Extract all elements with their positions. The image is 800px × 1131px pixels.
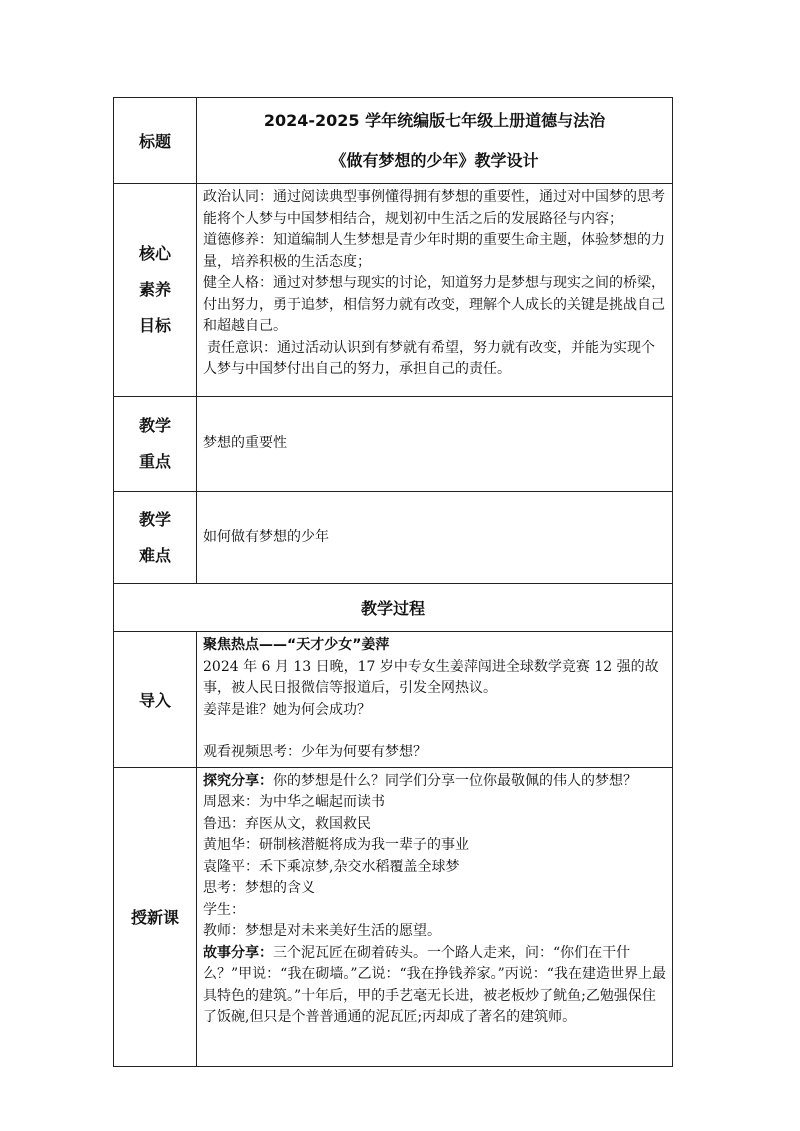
core-label-line: 目标 bbox=[138, 316, 171, 335]
explore-text: 你的梦想是什么？同学们分享一位你最敬佩的伟人的梦想？ bbox=[273, 772, 637, 789]
intro-label: 导入 bbox=[114, 632, 197, 768]
new-lesson-line: 学生： bbox=[203, 901, 245, 918]
new-lesson-line: 袁隆平：禾下乘凉梦,杂交水稻覆盖全球梦 bbox=[203, 858, 460, 875]
title-line-1: 2024-2025 学年统编版七年级上册道德与法治 bbox=[263, 110, 606, 130]
title-label: 标题 bbox=[114, 98, 197, 184]
title-line-2: 《做有梦想的少年》教学设计 bbox=[330, 150, 539, 170]
explore-share bbox=[203, 771, 666, 793]
core-literacy-label bbox=[114, 184, 197, 397]
intro-line: 姜萍是谁？她为何会成功？ bbox=[203, 701, 371, 718]
story-text: 三个泥瓦匠在砌着砖头。一个路人走来，问：“你们在干什么？”甲说：“我在砌墙。”乙说：“我在挣钱养家。”丙说：“我在建造世界上最具特色的建筑。”十年后，甲的手艺毫无长进，被老板炒了鱿鱼;乙勉强保住了饭碗,但只是个普普通通的泥瓦匠;丙却成了著名的建筑师。 bbox=[203, 944, 666, 1025]
core-label-line: 素养 bbox=[138, 280, 171, 299]
new-lesson-line: 鲁迅：弃医从文，救国救民 bbox=[203, 815, 371, 832]
story-share bbox=[203, 943, 666, 1029]
core-moral: 道德修养：知道编制人生梦想是青少年时期的重要生命主题，体验梦想的力量，培养积极的生活态度； bbox=[203, 232, 665, 270]
explore-heading: 探究分享： bbox=[203, 772, 273, 789]
intro-blank-line bbox=[203, 721, 666, 742]
core-responsibility: 责任意识：通过活动认识到有梦就有希望，努力就有改变，并能为实现个人梦与中国梦付出自己的努力，承担自己的责任。 bbox=[203, 339, 655, 377]
new-lesson-line: 思考：梦想的含义 bbox=[203, 880, 315, 896]
story-heading: 故事分享： bbox=[203, 944, 273, 961]
new-lesson-line: 周恩来：为中华之崛起而读书 bbox=[203, 794, 385, 810]
core-literacy-content bbox=[197, 184, 673, 397]
intro-content bbox=[197, 632, 673, 768]
key-point-content: 梦想的重要性 bbox=[197, 397, 673, 492]
new-lesson-content bbox=[197, 767, 673, 1066]
difficulty-label bbox=[114, 492, 197, 584]
document-title bbox=[197, 98, 673, 184]
key-point-label bbox=[114, 397, 197, 492]
intro-line: 观看视频思考：少年为何要有梦想？ bbox=[203, 744, 427, 760]
new-lesson-line: 黄旭华：研制核潜艇将成为我一辈子的事业 bbox=[203, 837, 469, 853]
new-lesson-label: 授新课 bbox=[114, 767, 197, 1066]
difficulty-content: 如何做有梦想的少年 bbox=[197, 492, 673, 584]
key-label-line: 重点 bbox=[138, 452, 171, 471]
core-political: 政治认同：通过阅读典型事例懂得拥有梦想的重要性，通过对中国梦的思考能将个人梦与中国梦相结合，规划初中生活之后的发展路径与内容； bbox=[203, 189, 665, 227]
new-lesson-line: 教师：梦想是对未来美好生活的愿望。 bbox=[203, 923, 441, 939]
difficulty-label-line: 教学 bbox=[138, 509, 171, 529]
difficulty-label-line: 难点 bbox=[138, 545, 171, 565]
teaching-process-heading: 教学过程 bbox=[114, 584, 673, 632]
intro-line: 2024 年 6 月 13 日晚，17 岁中专女生姜萍闯进全球数学竞赛 12 强的故事，被人民日报微信等报道后，引发全网热议。 bbox=[203, 658, 659, 696]
lesson-plan-table bbox=[113, 97, 673, 1067]
key-label-line: 教学 bbox=[138, 416, 171, 435]
intro-heading: 聚焦热点——“天才少女”姜萍 bbox=[203, 637, 390, 653]
core-label-line: 核心 bbox=[138, 244, 171, 263]
core-personality: 健全人格：通过对梦想与现实的讨论，知道努力是梦想与现实之间的桥梁，付出努力，勇于追梦，相信努力就有改变，理解个人成长的关键是挑战自己和超越自己。 bbox=[203, 275, 665, 334]
